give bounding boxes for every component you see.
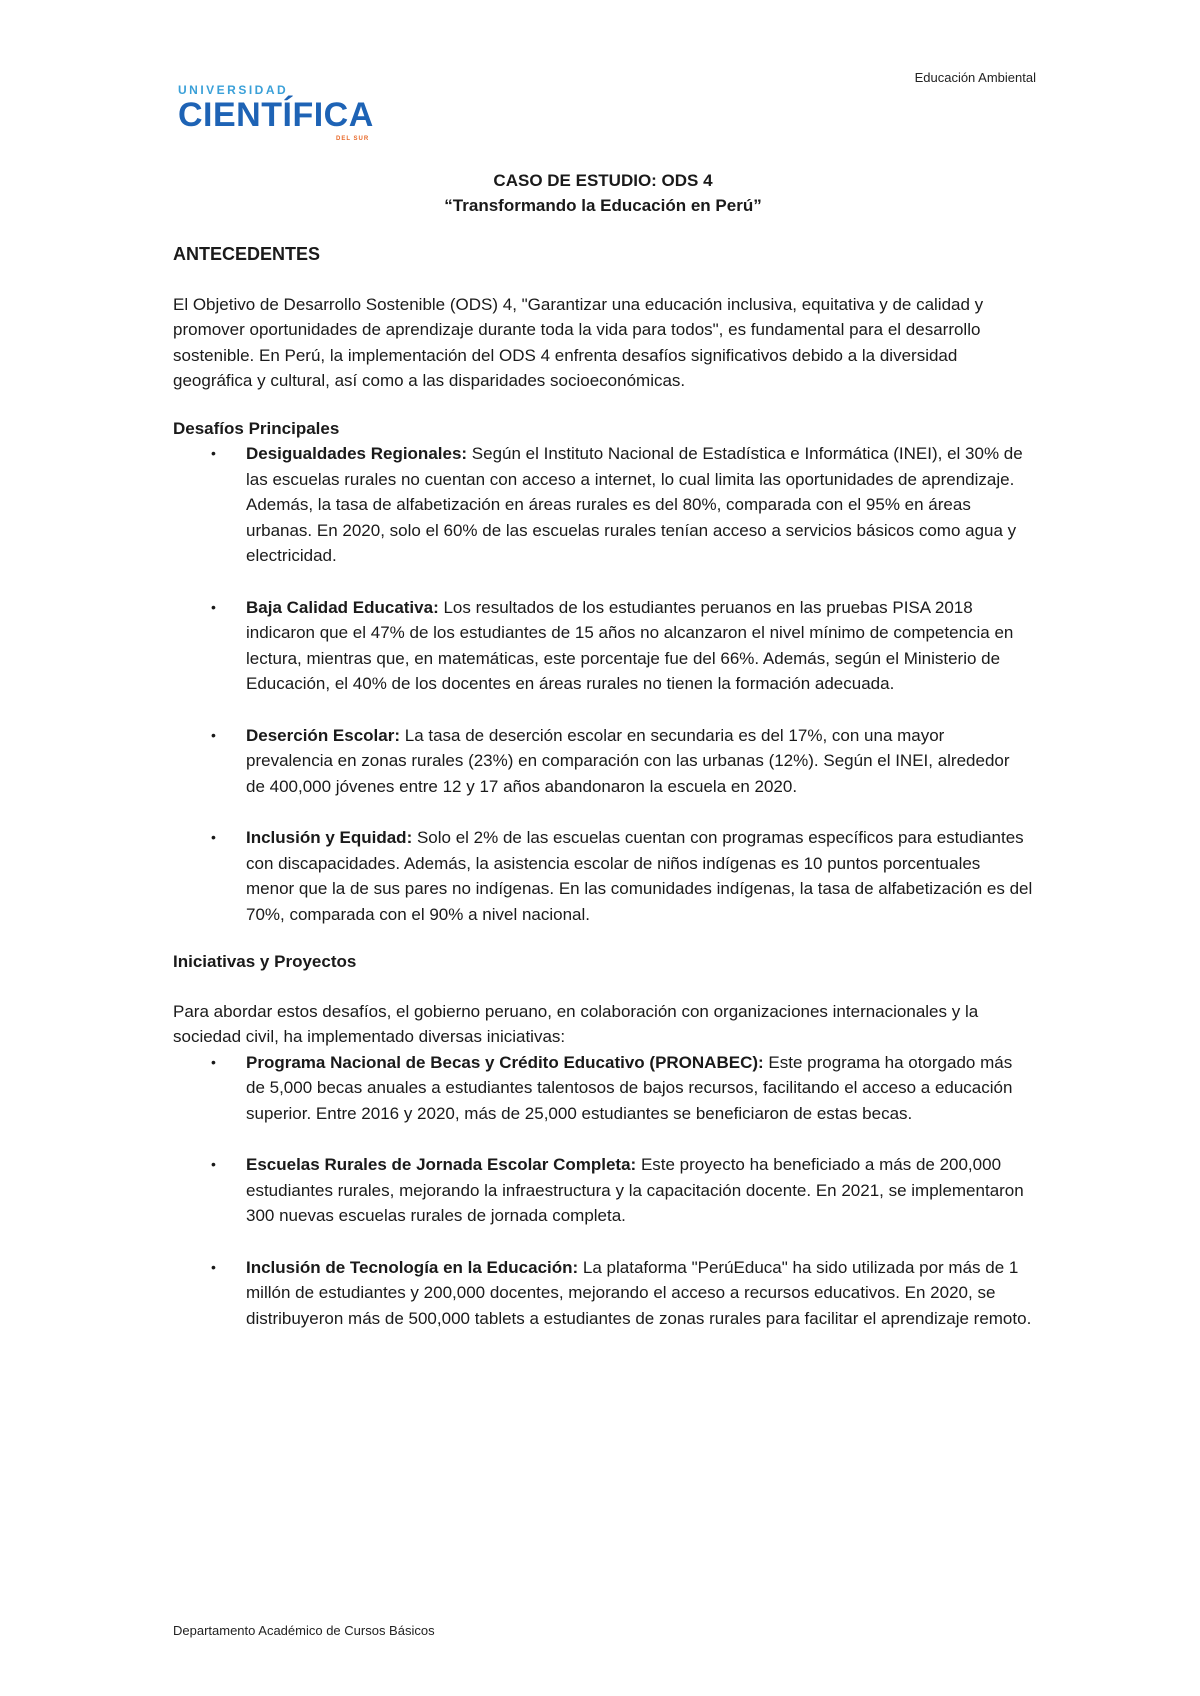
list-item [173, 825, 1033, 927]
item-text: La plataforma "PerúEduca" ha sido utilizada por más de 1 millón de estudiantes y 200,000 docentes, mejorando el acceso a recursos educativos. En 2020, se distribuyeron más de 500,000 tablets a estudiantes de zonas rurales para facilitar el aprendizaje remoto. [246, 1257, 1032, 1328]
bullet-icon: • [211, 1258, 216, 1275]
item-text: Solo el 2% de las escuelas cuentan con programas específicos para estudiantes con discapacidades. Además, la asistencia escolar de niños indígenas es 10 puntos porcentuales menor que la de sus pares no indígenas. En las comunidades indígenas, la tasa de alfabetización es del 70%, comparada con el 90% a nivel nacional. [246, 828, 1033, 924]
bullet-icon: • [211, 726, 216, 743]
antecedentes-paragraph: El Objetivo de Desarrollo Sostenible (ODS) 4, "Garantizar una educación inclusiva, equitativa y de calidad y promover oportunidades de aprendizaje durante toda la vida para todos", es fundamental para el desarrollo sostenible. En Perú, la implementación del ODS 4 enfrenta desafíos significativos debido a la diversidad geográfica y cultural, así como a las disparidades socioeconómicas. [173, 294, 984, 390]
bullet-icon: • [211, 445, 216, 461]
bullet-icon: • [211, 1156, 216, 1172]
list-item [173, 723, 1033, 800]
bullet-icon: • [211, 829, 216, 845]
heading-antecedentes: ANTECEDENTES [173, 244, 321, 264]
title-line-1: CASO DE ESTUDIO: ODS 4 [493, 171, 713, 190]
list-item [173, 595, 1033, 697]
logo-sub-text: DEL SUR [336, 136, 370, 142]
bullet-icon: • [211, 1053, 216, 1070]
list-item [173, 441, 1033, 569]
footer-department: Departamento Académico de Cursos Básicos [173, 1623, 435, 1638]
item-text: Este programa ha otorgado más de 5,000 becas anuales a estudiantes talentosos de bajos recursos, facilitando el acceso a educación superior. Entre 2016 y 2020, más de 25,000 estudiantes se beneficiaron de estas becas. [246, 1052, 1013, 1123]
title-line-2: “Transformando la Educación en Perú” [444, 196, 762, 215]
item-label: Inclusión y Equidad: [246, 828, 413, 847]
heading-desafios: Desafíos Principales [173, 418, 340, 438]
item-text: Los resultados de los estudiantes peruanos en las pruebas PISA 2018 indicaron que el 47% de los estudiantes de 15 años no alcanzaron el nivel mínimo de competencia en lectura, mientras que, en matemáticas, este porcentaje fue del 66%. Además, según el Ministerio de Educación, el 40% de los docentes en áreas rurales no tienen la formación adecuada. [246, 597, 1014, 693]
bullet-icon: • [211, 598, 216, 615]
item-label: Inclusión de Tecnología en la Educación: [246, 1257, 579, 1277]
desafios-list [173, 441, 1033, 927]
item-text: Según el Instituto Nacional de Estadística e Informática (INEI), el 30% de las escuelas rurales no cuentan con acceso a internet, lo cual limita las oportunidades de aprendizaje. Además, la tasa de alfabetización en áreas rurales es del 80%, comparada con el 95% en áreas urbanas. En 2020, solo el 60% de las escuelas rurales tenían acceso a servicios básicos como agua y electricidad. [246, 444, 1023, 565]
university-logo [178, 84, 378, 144]
list-item [173, 1050, 1033, 1127]
item-label: Escuelas Rurales de Jornada Escolar Completa: [246, 1155, 637, 1174]
list-item [173, 1152, 1033, 1229]
item-text: La tasa de deserción escolar en secundaria es del 17%, con una mayor prevalencia en zonas rurales (23%) en comparación con las urbanas (12%). Según el INEI, alrededor de 400,000 jóvenes entre 12 y 17 años abandonaron la escuela en 2020. [246, 725, 1010, 796]
item-label: Deserción Escolar: [246, 725, 401, 745]
item-label: Desigualdades Regionales: [246, 444, 468, 463]
heading-iniciativas: Iniciativas y Proyectos [173, 952, 357, 971]
item-label: Programa Nacional de Becas y Crédito Educativo (PRONABEC): [246, 1052, 764, 1072]
logo-main-text: CIENTÍFICA [178, 96, 374, 134]
iniciativas-intro: Para abordar estos desafíos, el gobierno peruano, en colaboración con organizaciones internacionales y la sociedad civil, ha implementado diversas iniciativas: [173, 1001, 979, 1046]
document-title [173, 168, 1033, 218]
item-label: Baja Calidad Educativa: [246, 597, 439, 617]
list-item [173, 1255, 1033, 1332]
header-course-name: Educación Ambiental [914, 70, 1036, 85]
document-body [173, 168, 1033, 1331]
logo-top-text: UNIVERSIDAD [178, 83, 289, 97]
item-text: Este proyecto ha beneficiado a más de 200,000 estudiantes rurales, mejorando la infraestructura y la capacitación docente. En 2021, se implementaron 300 nuevas escuelas rurales de jornada completa. [246, 1155, 1024, 1225]
iniciativas-list [173, 1050, 1033, 1332]
